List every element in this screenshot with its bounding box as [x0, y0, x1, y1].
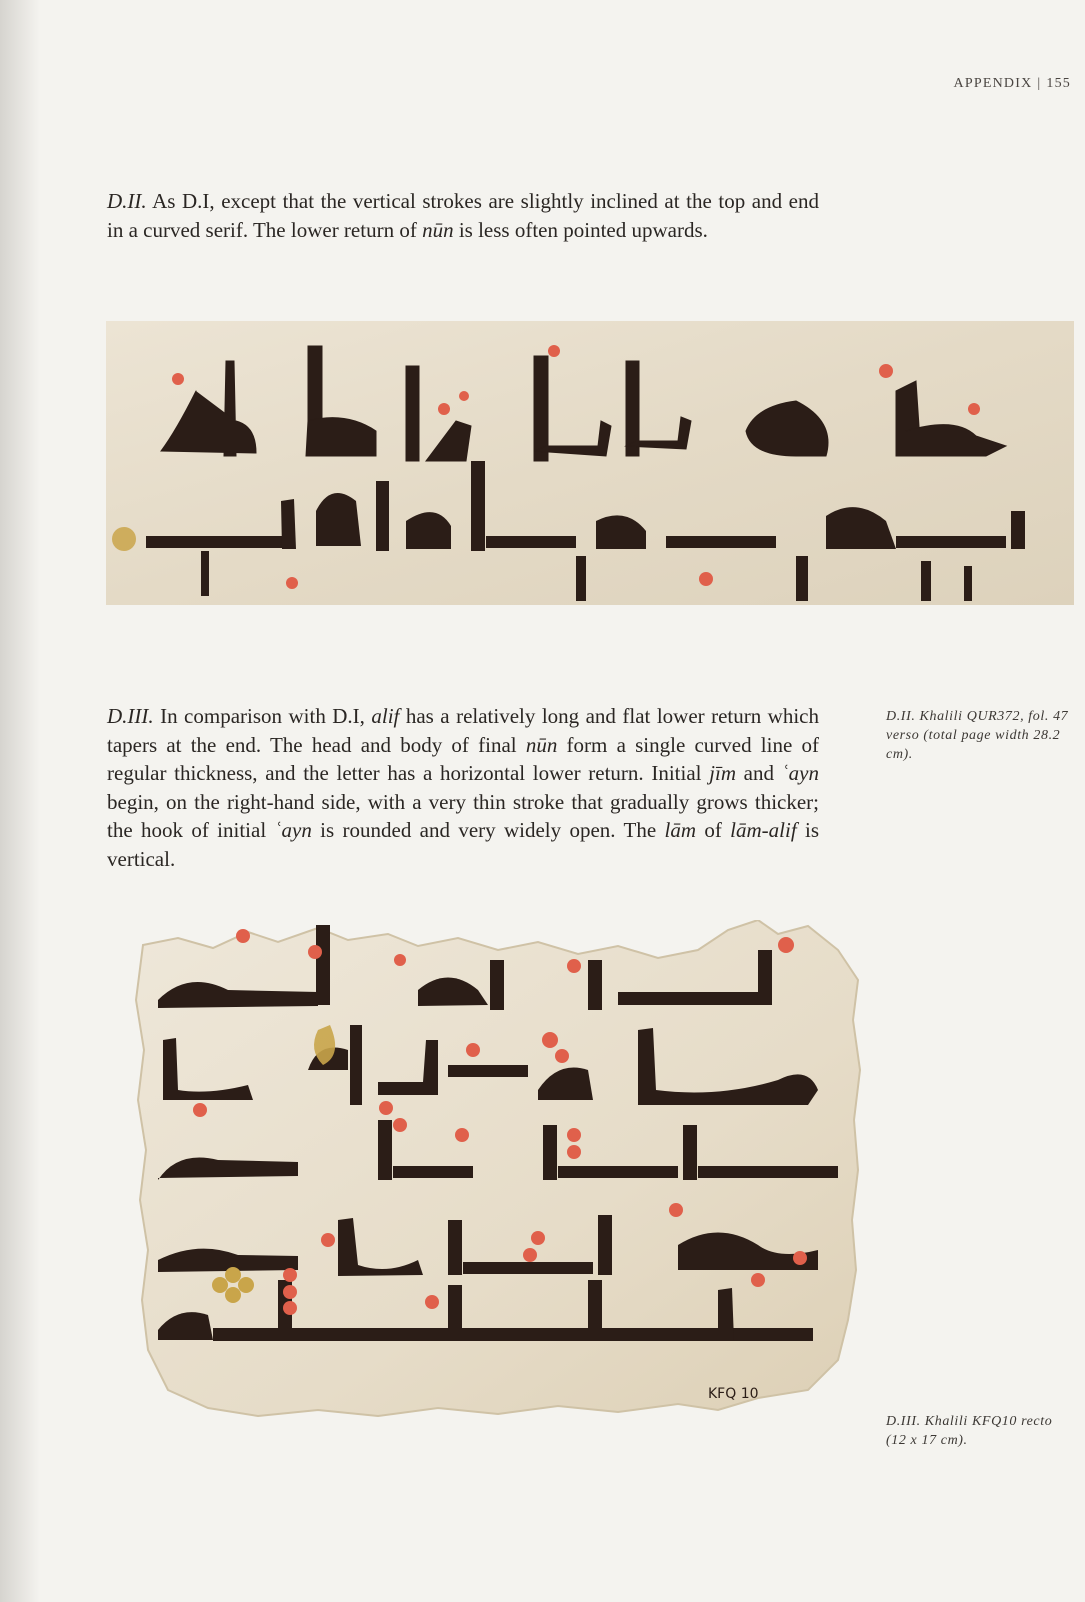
text: of [695, 818, 731, 842]
text: As D.I, except that the vertical strokes are slightly inclined at the top and end in a curved serif. The lower return of [107, 189, 819, 242]
caption-d2: D.II. Khalili QUR372, fol. 47 verso (total page width 28.2 cm). [886, 709, 1069, 762]
text: begin, on the right-hand side, with a very thin stroke that gradually grows thicker; the hook of initial [107, 789, 819, 842]
term-ayn: ʿayn [274, 818, 312, 842]
term-jim: jīm [709, 761, 736, 785]
inscription-kfq10: KFQ 10 [708, 1386, 759, 1402]
running-head [954, 76, 1071, 92]
term-alif: alif [371, 704, 400, 728]
text: is less often pointed upwards. [453, 217, 708, 242]
text: In comparison with D.I, [153, 704, 372, 728]
text: has a relatively long and flat lower return which tapers at the end. The head and body of final [107, 704, 819, 757]
term-nun: nūn [422, 217, 454, 242]
kufic-manuscript-strip-image [106, 321, 1074, 605]
caption-d3: D.III. Khalili KFQ10 recto (12 x 17 cm). [886, 1414, 1053, 1448]
paragraph-d2 [107, 187, 819, 244]
running-head-section: APPENDIX [953, 76, 1033, 91]
term-lam: lām [664, 818, 696, 842]
term-nun: nūn [525, 732, 558, 757]
text: and [736, 761, 782, 785]
running-head-separator: | [1037, 76, 1042, 91]
page-gutter-shadow [0, 0, 40, 1602]
term-ayn: ʿayn [781, 761, 819, 785]
style-label-d2: D.II. [107, 189, 147, 213]
text: is vertical. [107, 818, 819, 871]
style-label-d3: D.III. [107, 704, 154, 728]
paragraph-d3 [107, 702, 819, 873]
page-number: 155 [1046, 76, 1071, 91]
text: is rounded and very widely open. The [311, 818, 665, 842]
text: form a single curved line of regular thickness, and the letter has a horizontal lower return. Initial [107, 732, 820, 785]
kufic-manuscript-fragment-image [118, 920, 882, 1435]
term-lam-alif: lām-alif [730, 818, 797, 842]
